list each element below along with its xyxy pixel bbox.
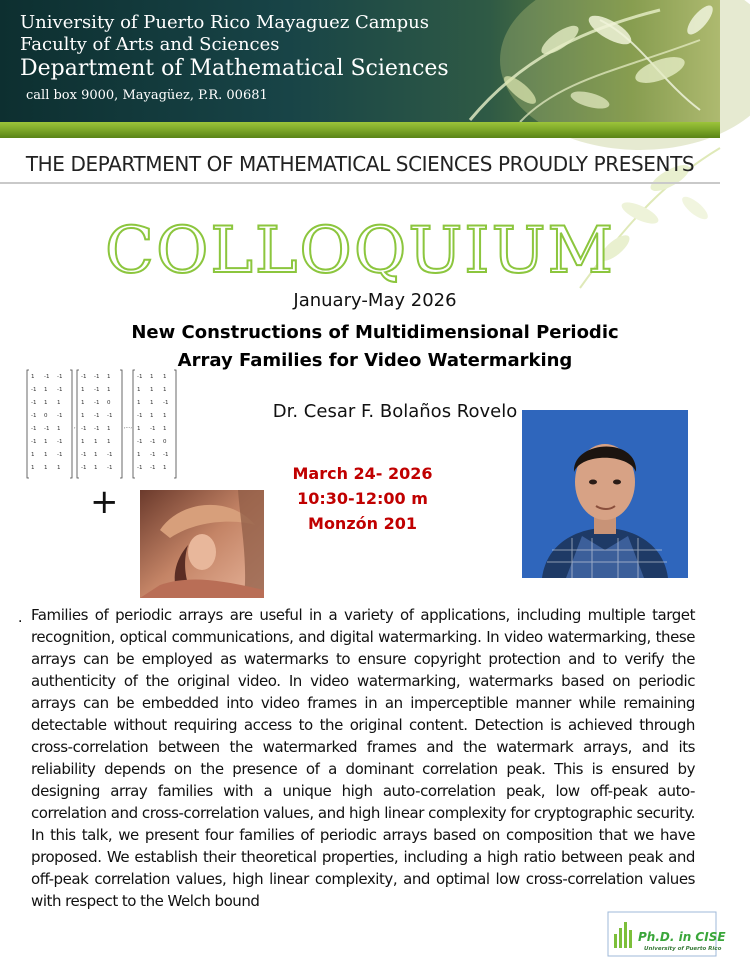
matrix-entry: 1 (94, 439, 98, 445)
matrix-entry: -1 (31, 413, 37, 419)
talk-title-line-2: Array Families for Video Watermarking (177, 350, 573, 371)
matrix-entry: -1 (137, 465, 143, 471)
talk-date: March 24- 2026 (292, 464, 433, 483)
matrix-entry: -1 (57, 413, 63, 419)
matrix-entry: -1 (150, 426, 156, 432)
talk-room: Monzón 201 (308, 514, 417, 533)
matrix-entry: -1 (31, 426, 37, 432)
matrix-entry: 1 (44, 452, 48, 458)
matrix-entry: 1 (81, 387, 85, 393)
plus-sign: + (90, 482, 119, 522)
abstract-text: Families of periodic arrays are useful in a variety of applications, including multiple target recognition, optical communications, and digital watermarking. In video watermarking, these arrays can be employed as watermarks to ensure copyright protection and to verify the authenticity of the original video. In video watermarking, watermarks based on periodic arrays can be embedded into video frames in an imperceptible manner while remaining detectable without requiring access to the original content. Detection is achieved through cross-correlation between the watermarked frames and the watermark arrays, and its reliability depends on the presence of a dominant correlation peak. This is ensured by designing array families with a unique high auto-correlation peak, low off-peak auto-correlation and cross-correlation values, and high linear complexity for cryptographic security. In this talk, we present four families of periodic arrays based on composition that we have proposed. We establish their theoretical properties, including a high ratio between peak and off-peak correlation values, high linear complexity, and optimal low cross-correlation values with respect to the Welch bound (31, 606, 695, 910)
matrix-entry: 1 (163, 374, 167, 380)
matrix-entry: -1 (137, 374, 143, 380)
matrix-entry: 1 (31, 465, 35, 471)
matrix-entry: -1 (94, 387, 100, 393)
matrix-entry: -1 (81, 374, 87, 380)
matrix-entry: 1 (44, 400, 48, 406)
header-banner (0, 0, 720, 122)
matrix-entry: 1 (94, 465, 98, 471)
matrix-entry: 1 (163, 465, 167, 471)
matrix-entry: 1 (107, 439, 111, 445)
logo-sub-text: University of Puerto Rico (644, 946, 722, 952)
matrix-entry: 1 (107, 374, 111, 380)
matrix-entry: 1 (150, 387, 154, 393)
matrix-entry: 1 (150, 374, 154, 380)
matrix-entry: -1 (163, 400, 169, 406)
logo-main-text: Ph.D. in CISE (638, 930, 726, 944)
talk-time: 10:30-12:00 m (297, 489, 428, 508)
matrix-entry: 1 (81, 400, 85, 406)
matrix-entry: -1 (57, 387, 63, 393)
matrix-entry: -1 (81, 426, 87, 432)
matrix-entry: 1 (163, 426, 167, 432)
event-type-heading: COLLOQUIUM (104, 214, 616, 288)
matrix-entry: -1 (150, 465, 156, 471)
matrix-entry: 1 (44, 387, 48, 393)
matrix-entry: -1 (163, 452, 169, 458)
matrix-entry: 1 (57, 400, 61, 406)
department-address: call box 9000, Mayagüez, P.R. 00681 (26, 88, 268, 103)
matrix-entry: -1 (94, 400, 100, 406)
matrix-entry: -1 (57, 452, 63, 458)
matrix-entry: 0 (44, 413, 48, 419)
header-accent-bar (0, 122, 720, 138)
svg-text:,: , (74, 424, 76, 430)
speaker-name: Dr. Cesar F. Bolaños Rovelo (272, 401, 518, 422)
matrix-entry: -1 (57, 439, 63, 445)
presents-banner: THE DEPARTMENT OF MATHEMATICAL SCIENCES PROUDLY PRESENTS (25, 152, 695, 176)
matrix-entry: 1 (150, 413, 154, 419)
matrix-entry: -1 (137, 439, 143, 445)
matrix-entry: -1 (57, 374, 63, 380)
talk-title-line-1: New Constructions of Multidimensional Periodic (131, 322, 619, 343)
matrix-entry: 1 (137, 426, 141, 432)
divider (0, 182, 720, 184)
matrix-entry: 1 (150, 400, 154, 406)
speaker-photo (522, 410, 688, 578)
matrix-entry: 1 (81, 439, 85, 445)
matrix-entry: 1 (163, 413, 167, 419)
matrix-entry: 1 (94, 452, 98, 458)
matrix-entry: -1 (31, 400, 37, 406)
faculty-name: Faculty of Arts and Sciences (20, 34, 280, 55)
matrix-entry: 1 (57, 426, 61, 432)
university-name: University of Puerto Rico Mayaguez Campus (20, 12, 429, 33)
matrix-entry: -1 (107, 465, 113, 471)
matrix-entry: -1 (44, 374, 50, 380)
matrix-entry: -1 (94, 413, 100, 419)
matrix-entry: 0 (107, 400, 111, 406)
sample-video-frame-image (140, 490, 264, 598)
abstract-bullet: . (18, 610, 23, 626)
matrix-entry: 1 (44, 465, 48, 471)
matrix-entry: -1 (94, 426, 100, 432)
matrix-entry: -1 (81, 465, 87, 471)
matrix-entry: -1 (137, 413, 143, 419)
matrix-entry: 0 (163, 439, 167, 445)
matrix-entry: -1 (150, 439, 156, 445)
matrix-entry: 1 (163, 387, 167, 393)
matrix-entry: -1 (44, 426, 50, 432)
semester: January-May 2026 (293, 290, 457, 311)
periodic-array-matrices-image (26, 368, 178, 480)
matrix-entry: 1 (31, 452, 35, 458)
phd-cise-logo (608, 912, 726, 956)
department-name: Department of Mathematical Sciences (20, 56, 449, 81)
matrix-entry: 1 (31, 374, 35, 380)
matrix-entry: -1 (31, 387, 37, 393)
matrix-entry: 1 (107, 387, 111, 393)
matrix-entry: -1 (31, 439, 37, 445)
matrix-entry: 1 (107, 426, 111, 432)
matrix-entry: -1 (81, 452, 87, 458)
matrix-entry: -1 (94, 374, 100, 380)
matrix-entry: 1 (44, 439, 48, 445)
svg-text:,...,: ,..., (124, 424, 132, 430)
matrix-entry: -1 (107, 413, 113, 419)
matrix-entry: 1 (81, 413, 85, 419)
matrix-entry: 1 (137, 452, 141, 458)
matrix-entry: -1 (107, 452, 113, 458)
matrix-entry: -1 (150, 452, 156, 458)
matrix-entry: 1 (57, 465, 61, 471)
matrix-entry: 1 (137, 400, 141, 406)
matrix-entry: 1 (137, 387, 141, 393)
